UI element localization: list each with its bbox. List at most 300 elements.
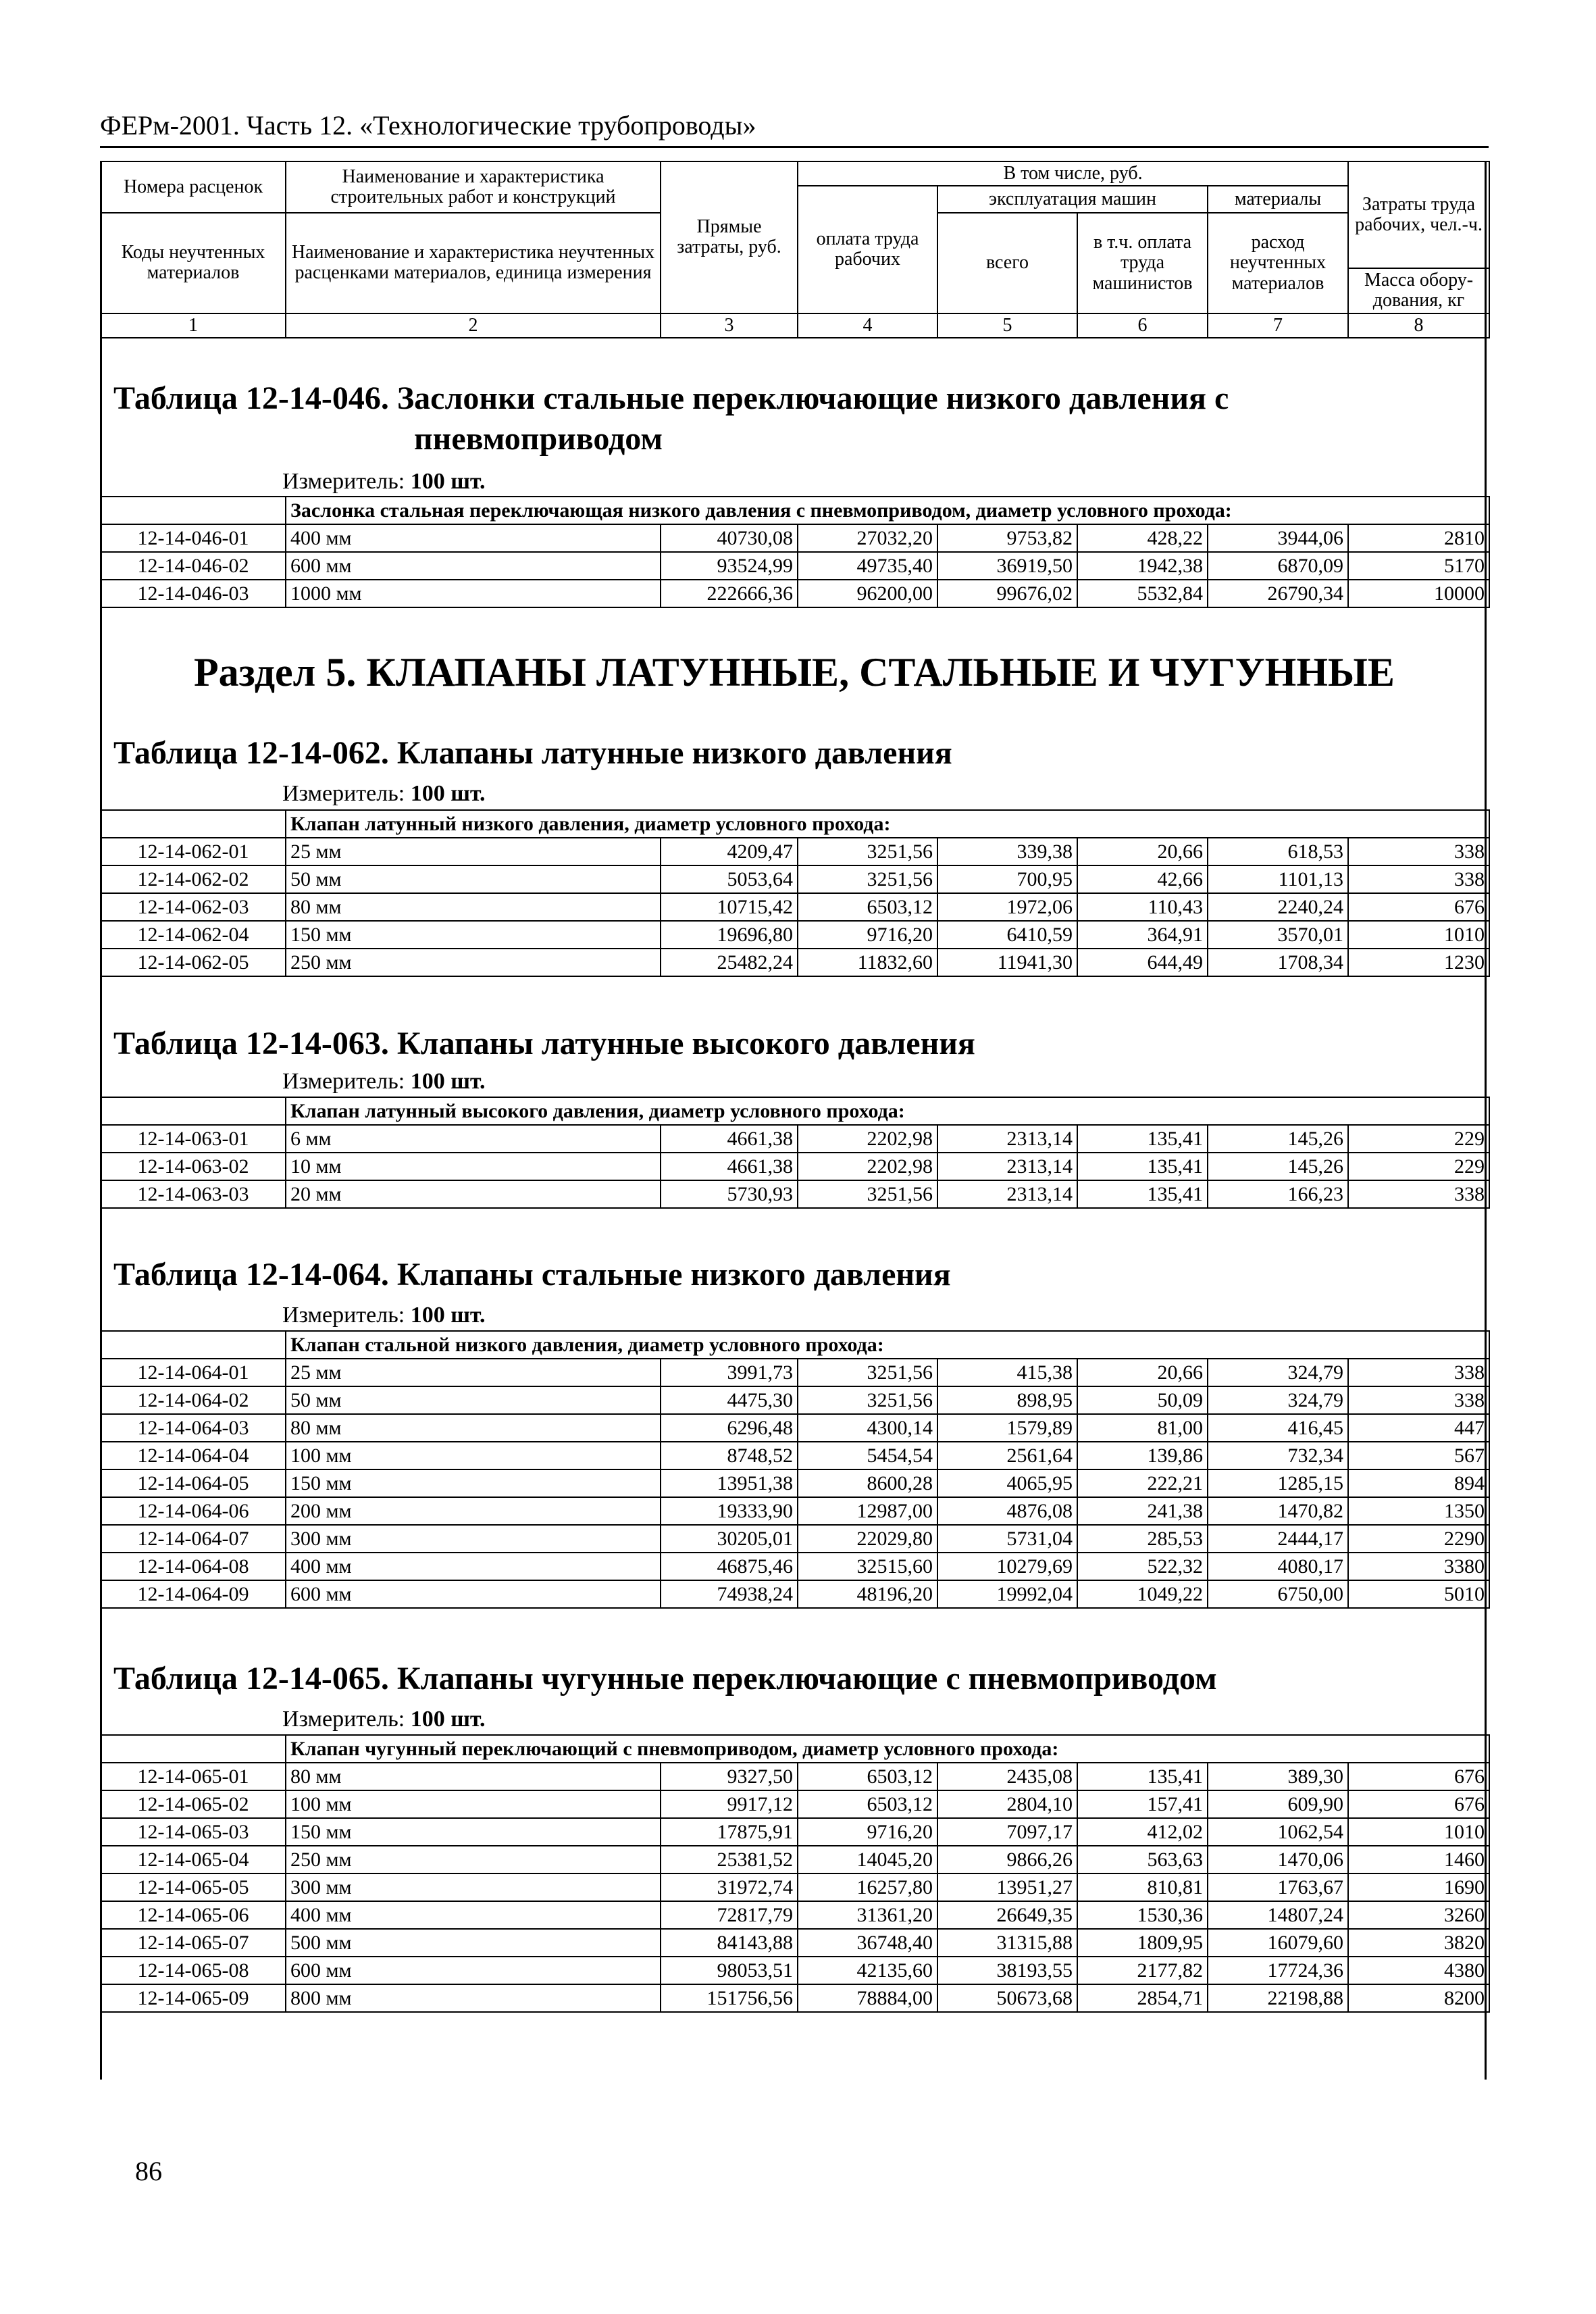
name-cell: 400 мм — [286, 1901, 661, 1929]
machines-cell: 36919,50 — [937, 552, 1077, 580]
direct-cost-cell: 40730,08 — [661, 524, 798, 552]
machines-cell: 13951,27 — [937, 1873, 1077, 1901]
column-header-table — [100, 161, 1490, 338]
labor-pay-cell: 6503,12 — [798, 1763, 937, 1790]
direct-cost-cell: 3991,73 — [661, 1359, 798, 1386]
header-material-names: Наименование и характеристика неучтенных расценками материалов, единица измерения — [286, 213, 661, 313]
labor-pay-cell: 27032,20 — [798, 524, 937, 552]
materials-cell: 17724,36 — [1208, 1957, 1348, 1984]
labor-pay-cell: 31361,20 — [798, 1901, 937, 1929]
machinists-pay-cell: 364,91 — [1077, 921, 1208, 949]
code-cell: 12-14-065-03 — [101, 1818, 286, 1846]
name-cell: 25 мм — [286, 1359, 661, 1386]
labor-hours-cell: 338 — [1348, 1180, 1489, 1208]
labor-hours-cell: 338 — [1348, 838, 1489, 865]
name-cell: 100 мм — [286, 1790, 661, 1818]
table-row — [101, 865, 1489, 893]
direct-cost-cell: 72817,79 — [661, 1901, 798, 1929]
machinists-pay-cell: 157,41 — [1077, 1790, 1208, 1818]
labor-pay-cell: 16257,80 — [798, 1873, 937, 1901]
column-number: 5 — [937, 313, 1077, 338]
column-number: 4 — [798, 313, 937, 338]
table-row — [101, 1957, 1489, 1984]
code-cell: 12-14-064-09 — [101, 1580, 286, 1608]
materials-cell: 3570,01 — [1208, 921, 1348, 949]
labor-pay-cell: 9716,20 — [798, 1818, 937, 1846]
code-cell: 12-14-046-01 — [101, 524, 286, 552]
direct-cost-cell: 4661,38 — [661, 1153, 798, 1180]
machinists-pay-cell: 139,86 — [1077, 1442, 1208, 1469]
labor-hours-cell: 5010 — [1348, 1580, 1489, 1608]
code-cell: 12-14-064-02 — [101, 1386, 286, 1414]
materials-cell: 324,79 — [1208, 1359, 1348, 1386]
name-cell: 80 мм — [286, 1414, 661, 1442]
machinists-pay-cell: 810,81 — [1077, 1873, 1208, 1901]
materials-cell: 1062,54 — [1208, 1818, 1348, 1846]
name-cell: 80 мм — [286, 893, 661, 921]
header-machines: эксплуатация машин — [937, 186, 1208, 213]
name-cell: 400 мм — [286, 1553, 661, 1580]
machines-cell: 2313,14 — [937, 1180, 1077, 1208]
group-row — [101, 810, 1489, 838]
name-cell: 1000 мм — [286, 580, 661, 607]
code-cell: 12-14-062-01 — [101, 838, 286, 865]
code-cell: 12-14-065-09 — [101, 1984, 286, 2012]
machines-cell: 4065,95 — [937, 1469, 1077, 1497]
table-row — [101, 1414, 1489, 1442]
materials-cell: 166,23 — [1208, 1180, 1348, 1208]
labor-pay-cell: 2202,98 — [798, 1153, 937, 1180]
measure-unit: Измеритель: 100 шт. — [282, 1069, 486, 1094]
group-label: Клапан латунный низкого давления, диаметр условного прохода: — [286, 810, 1489, 838]
machines-cell: 9753,82 — [937, 524, 1077, 552]
materials-cell: 1101,13 — [1208, 865, 1348, 893]
labor-pay-cell: 78884,00 — [798, 1984, 937, 2012]
labor-hours-cell: 3260 — [1348, 1901, 1489, 1929]
machinists-pay-cell: 222,21 — [1077, 1469, 1208, 1497]
machines-cell: 5731,04 — [937, 1525, 1077, 1553]
machinists-pay-cell: 428,22 — [1077, 524, 1208, 552]
code-cell: 12-14-062-02 — [101, 865, 286, 893]
materials-cell: 145,26 — [1208, 1125, 1348, 1153]
machines-cell: 700,95 — [937, 865, 1077, 893]
column-number: 8 — [1348, 313, 1489, 338]
machines-cell: 2804,10 — [937, 1790, 1077, 1818]
code-cell: 12-14-062-03 — [101, 893, 286, 921]
table-row — [101, 949, 1489, 976]
direct-cost-cell: 25381,52 — [661, 1846, 798, 1873]
machines-cell: 19992,04 — [937, 1580, 1077, 1608]
code-cell: 12-14-063-02 — [101, 1153, 286, 1180]
machinists-pay-cell: 563,63 — [1077, 1846, 1208, 1873]
group-row — [101, 497, 1489, 524]
table-row — [101, 1580, 1489, 1608]
table-row — [101, 1553, 1489, 1580]
machinists-pay-cell: 241,38 — [1077, 1497, 1208, 1525]
code-cell: 12-14-064-07 — [101, 1525, 286, 1553]
materials-cell: 1470,06 — [1208, 1846, 1348, 1873]
direct-cost-cell: 98053,51 — [661, 1957, 798, 1984]
code-cell: 12-14-065-02 — [101, 1790, 286, 1818]
code-cell: 12-14-064-08 — [101, 1553, 286, 1580]
machinists-pay-cell: 135,41 — [1077, 1180, 1208, 1208]
direct-cost-cell: 151756,56 — [661, 1984, 798, 2012]
name-cell: 100 мм — [286, 1442, 661, 1469]
table-title: Таблица 12-14-063. Клапаны латунные высокого давления — [113, 1026, 975, 1061]
labor-hours-cell: 1230 — [1348, 949, 1489, 976]
group-label: Заслонка стальная переключающая низкого давления с пневмоприводом, диаметр условного прохода: — [286, 497, 1489, 524]
labor-pay-cell: 4300,14 — [798, 1414, 937, 1442]
table-row — [101, 1386, 1489, 1414]
table-row — [101, 580, 1489, 607]
materials-cell: 145,26 — [1208, 1153, 1348, 1180]
table-row — [101, 893, 1489, 921]
name-cell: 600 мм — [286, 552, 661, 580]
table-row — [101, 1153, 1489, 1180]
labor-hours-cell: 10000 — [1348, 580, 1489, 607]
name-cell: 600 мм — [286, 1957, 661, 1984]
code-cell: 12-14-064-03 — [101, 1414, 286, 1442]
machines-cell: 1579,89 — [937, 1414, 1077, 1442]
direct-cost-cell: 13951,38 — [661, 1469, 798, 1497]
code-cell: 12-14-062-04 — [101, 921, 286, 949]
labor-pay-cell: 22029,80 — [798, 1525, 937, 1553]
machines-cell: 7097,17 — [937, 1818, 1077, 1846]
direct-cost-cell: 30205,01 — [661, 1525, 798, 1553]
table-row — [101, 1763, 1489, 1790]
machines-cell: 2313,14 — [937, 1125, 1077, 1153]
code-cell: 12-14-046-03 — [101, 580, 286, 607]
header-column-numbers — [101, 313, 1489, 338]
table-row — [101, 1180, 1489, 1208]
direct-cost-cell: 6296,48 — [661, 1414, 798, 1442]
name-cell: 50 мм — [286, 865, 661, 893]
direct-cost-cell: 222666,36 — [661, 580, 798, 607]
machines-cell: 6410,59 — [937, 921, 1077, 949]
page-number: 86 — [135, 2156, 162, 2186]
table-row — [101, 1359, 1489, 1386]
table-row — [101, 1469, 1489, 1497]
machines-cell: 415,38 — [937, 1359, 1077, 1386]
labor-pay-cell: 3251,56 — [798, 865, 937, 893]
machinists-pay-cell: 81,00 — [1077, 1414, 1208, 1442]
machines-cell: 9866,26 — [937, 1846, 1077, 1873]
labor-hours-cell: 1010 — [1348, 921, 1489, 949]
name-cell: 150 мм — [286, 1469, 661, 1497]
group-code-cell — [101, 810, 286, 838]
labor-pay-cell: 32515,60 — [798, 1553, 937, 1580]
labor-pay-cell: 8600,28 — [798, 1469, 937, 1497]
code-cell: 12-14-065-01 — [101, 1763, 286, 1790]
machines-cell: 31315,88 — [937, 1929, 1077, 1957]
header-material-codes: Коды неучтенных материалов — [101, 213, 286, 313]
group-code-cell — [101, 1735, 286, 1763]
labor-hours-cell: 1460 — [1348, 1846, 1489, 1873]
direct-cost-cell: 9327,50 — [661, 1763, 798, 1790]
name-cell: 150 мм — [286, 921, 661, 949]
code-cell: 12-14-064-04 — [101, 1442, 286, 1469]
group-code-cell — [101, 497, 286, 524]
direct-cost-cell: 8748,52 — [661, 1442, 798, 1469]
table-row — [101, 1125, 1489, 1153]
code-cell: 12-14-064-06 — [101, 1497, 286, 1525]
machinists-pay-cell: 522,32 — [1077, 1553, 1208, 1580]
table-row — [101, 921, 1489, 949]
table-title: Таблица 12-14-062. Клапаны латунные низкого давления — [113, 735, 952, 771]
labor-pay-cell: 12987,00 — [798, 1497, 937, 1525]
labor-hours-cell: 676 — [1348, 893, 1489, 921]
labor-pay-cell: 3251,56 — [798, 1359, 937, 1386]
labor-hours-cell: 3380 — [1348, 1553, 1489, 1580]
group-code-cell — [101, 1331, 286, 1359]
direct-cost-cell: 4209,47 — [661, 838, 798, 865]
materials-cell: 618,53 — [1208, 838, 1348, 865]
labor-pay-cell: 2202,98 — [798, 1125, 937, 1153]
labor-pay-cell: 14045,20 — [798, 1846, 937, 1873]
labor-pay-cell: 3251,56 — [798, 1386, 937, 1414]
name-cell: 300 мм — [286, 1525, 661, 1553]
machines-cell: 2313,14 — [937, 1153, 1077, 1180]
name-cell: 20 мм — [286, 1180, 661, 1208]
materials-cell: 6750,00 — [1208, 1580, 1348, 1608]
code-cell: 12-14-063-01 — [101, 1125, 286, 1153]
materials-cell: 2240,24 — [1208, 893, 1348, 921]
direct-cost-cell: 84143,88 — [661, 1929, 798, 1957]
labor-hours-cell: 5170 — [1348, 552, 1489, 580]
direct-cost-cell: 5053,64 — [661, 865, 798, 893]
group-row — [101, 1331, 1489, 1359]
direct-cost-cell: 17875,91 — [661, 1818, 798, 1846]
materials-cell: 26790,34 — [1208, 580, 1348, 607]
materials-cell: 389,30 — [1208, 1763, 1348, 1790]
machinists-pay-cell: 110,43 — [1077, 893, 1208, 921]
machinists-pay-cell: 285,53 — [1077, 1525, 1208, 1553]
materials-cell: 1763,67 — [1208, 1873, 1348, 1901]
name-cell: 50 мм — [286, 1386, 661, 1414]
code-cell: 12-14-065-05 — [101, 1873, 286, 1901]
header-names: Наименование и характеристика строительных работ и конструкций — [286, 161, 661, 213]
direct-cost-cell: 46875,46 — [661, 1553, 798, 1580]
materials-cell: 1470,82 — [1208, 1497, 1348, 1525]
machines-cell: 10279,69 — [937, 1553, 1077, 1580]
table-row — [101, 1525, 1489, 1553]
materials-cell: 16079,60 — [1208, 1929, 1348, 1957]
machinists-pay-cell: 2177,82 — [1077, 1957, 1208, 1984]
labor-pay-cell: 11832,60 — [798, 949, 937, 976]
labor-pay-cell: 6503,12 — [798, 1790, 937, 1818]
table-row — [101, 552, 1489, 580]
materials-cell: 1285,15 — [1208, 1469, 1348, 1497]
direct-cost-cell: 31972,74 — [661, 1873, 798, 1901]
materials-cell: 14807,24 — [1208, 1901, 1348, 1929]
group-row — [101, 1735, 1489, 1763]
direct-cost-cell: 25482,24 — [661, 949, 798, 976]
labor-hours-cell: 338 — [1348, 1359, 1489, 1386]
labor-hours-cell: 229 — [1348, 1125, 1489, 1153]
labor-hours-cell: 447 — [1348, 1414, 1489, 1442]
header-including: В том числе, руб. — [798, 161, 1348, 186]
labor-pay-cell: 5454,54 — [798, 1442, 937, 1469]
materials-cell: 416,45 — [1208, 1414, 1348, 1442]
machinists-pay-cell: 1530,36 — [1077, 1901, 1208, 1929]
measure-unit: Измеритель: 100 шт. — [282, 781, 486, 806]
table-row — [101, 1901, 1489, 1929]
machinists-pay-cell: 135,41 — [1077, 1125, 1208, 1153]
code-cell: 12-14-046-02 — [101, 552, 286, 580]
materials-cell: 324,79 — [1208, 1386, 1348, 1414]
measure-unit: Измеритель: 100 шт. — [282, 1707, 486, 1732]
group-code-cell — [101, 1097, 286, 1125]
machines-cell: 2561,64 — [937, 1442, 1077, 1469]
materials-cell: 609,90 — [1208, 1790, 1348, 1818]
machinists-pay-cell: 1942,38 — [1077, 552, 1208, 580]
machinists-pay-cell: 20,66 — [1077, 838, 1208, 865]
direct-cost-cell: 19696,80 — [661, 921, 798, 949]
machines-cell: 26649,35 — [937, 1901, 1077, 1929]
materials-cell: 3944,06 — [1208, 524, 1348, 552]
labor-pay-cell: 96200,00 — [798, 580, 937, 607]
table-row — [101, 1984, 1489, 2012]
materials-cell: 6870,09 — [1208, 552, 1348, 580]
machines-cell: 50673,68 — [937, 1984, 1077, 2012]
labor-hours-cell: 2290 — [1348, 1525, 1489, 1553]
direct-cost-cell: 93524,99 — [661, 552, 798, 580]
data-table — [100, 496, 1490, 608]
code-cell: 12-14-065-08 — [101, 1957, 286, 1984]
machinists-pay-cell: 20,66 — [1077, 1359, 1208, 1386]
group-row — [101, 1097, 1489, 1125]
materials-cell: 22198,88 — [1208, 1984, 1348, 2012]
direct-cost-cell: 4475,30 — [661, 1386, 798, 1414]
table-row — [101, 1818, 1489, 1846]
column-number: 3 — [661, 313, 798, 338]
table-row — [101, 1790, 1489, 1818]
direct-cost-cell: 19333,90 — [661, 1497, 798, 1525]
header-codes: Номера расценок — [101, 161, 286, 213]
data-table — [100, 1330, 1490, 1609]
labor-hours-cell: 1350 — [1348, 1497, 1489, 1525]
labor-pay-cell: 49735,40 — [798, 552, 937, 580]
machines-cell: 339,38 — [937, 838, 1077, 865]
header-materials: материалы — [1208, 186, 1348, 213]
machines-cell: 38193,55 — [937, 1957, 1077, 1984]
labor-hours-cell: 676 — [1348, 1790, 1489, 1818]
code-cell: 12-14-065-04 — [101, 1846, 286, 1873]
labor-pay-cell: 9716,20 — [798, 921, 937, 949]
name-cell: 400 мм — [286, 524, 661, 552]
machinists-pay-cell: 1049,22 — [1077, 1580, 1208, 1608]
group-label: Клапан чугунный переключающий с пневмоприводом, диаметр условного прохода: — [286, 1735, 1489, 1763]
labor-hours-cell: 8200 — [1348, 1984, 1489, 2012]
labor-hours-cell: 4380 — [1348, 1957, 1489, 1984]
table-title: Таблица 12-14-046. Заслонки стальные переключающие низкого давления с пневмоприводом — [113, 380, 1229, 457]
materials-cell: 1708,34 — [1208, 949, 1348, 976]
header-labor-cost: Затраты труда рабочих, чел.-ч. — [1348, 161, 1489, 268]
code-cell: 12-14-063-03 — [101, 1180, 286, 1208]
labor-pay-cell: 3251,56 — [798, 838, 937, 865]
labor-hours-cell: 894 — [1348, 1469, 1489, 1497]
table-row — [101, 1846, 1489, 1873]
labor-hours-cell: 1690 — [1348, 1873, 1489, 1901]
machinists-pay-cell: 135,41 — [1077, 1763, 1208, 1790]
name-cell: 6 мм — [286, 1125, 661, 1153]
machines-cell: 11941,30 — [937, 949, 1077, 976]
table-title: Таблица 12-14-064. Клапаны стальные низкого давления — [113, 1257, 951, 1292]
direct-cost-cell: 5730,93 — [661, 1180, 798, 1208]
group-label: Клапан латунный высокого давления, диаметр условного прохода: — [286, 1097, 1489, 1125]
name-cell: 200 мм — [286, 1497, 661, 1525]
labor-hours-cell: 1010 — [1348, 1818, 1489, 1846]
labor-hours-cell: 2810 — [1348, 524, 1489, 552]
machines-cell: 2435,08 — [937, 1763, 1077, 1790]
machinists-pay-cell: 412,02 — [1077, 1818, 1208, 1846]
column-number: 7 — [1208, 313, 1348, 338]
labor-pay-cell: 6503,12 — [798, 893, 937, 921]
header-labor-pay: оплата труда рабочих — [798, 186, 937, 313]
labor-hours-cell: 676 — [1348, 1763, 1489, 1790]
code-cell: 12-14-064-05 — [101, 1469, 286, 1497]
code-cell: 12-14-062-05 — [101, 949, 286, 976]
data-table — [100, 1097, 1490, 1209]
name-cell: 150 мм — [286, 1818, 661, 1846]
labor-pay-cell: 3251,56 — [798, 1180, 937, 1208]
name-cell: 80 мм — [286, 1763, 661, 1790]
header-machines-total: всего — [937, 213, 1077, 313]
section-title: Раздел 5. КЛАПАНЫ ЛАТУННЫЕ, СТАЛЬНЫЕ И ЧУГУННЫЕ — [194, 650, 1395, 695]
table-row — [101, 838, 1489, 865]
materials-cell: 2444,17 — [1208, 1525, 1348, 1553]
header-equipment-mass: Масса обору-дования, кг — [1348, 268, 1489, 313]
column-number: 2 — [286, 313, 661, 338]
data-table — [100, 1734, 1490, 2013]
name-cell: 25 мм — [286, 838, 661, 865]
machinists-pay-cell: 135,41 — [1077, 1153, 1208, 1180]
measure-unit: Измеритель: 100 шт. — [282, 1303, 486, 1328]
labor-pay-cell: 48196,20 — [798, 1580, 937, 1608]
labor-hours-cell: 338 — [1348, 1386, 1489, 1414]
machines-cell: 4876,08 — [937, 1497, 1077, 1525]
labor-hours-cell: 3820 — [1348, 1929, 1489, 1957]
name-cell: 500 мм — [286, 1929, 661, 1957]
column-number: 6 — [1077, 313, 1208, 338]
code-cell: 12-14-065-07 — [101, 1929, 286, 1957]
machines-cell: 99676,02 — [937, 580, 1077, 607]
materials-cell: 4080,17 — [1208, 1553, 1348, 1580]
table-row — [101, 1873, 1489, 1901]
code-cell: 12-14-065-06 — [101, 1901, 286, 1929]
direct-cost-cell: 10715,42 — [661, 893, 798, 921]
labor-hours-cell: 567 — [1348, 1442, 1489, 1469]
name-cell: 10 мм — [286, 1153, 661, 1180]
labor-hours-cell: 338 — [1348, 865, 1489, 893]
labor-pay-cell: 42135,60 — [798, 1957, 937, 1984]
table-row — [101, 1497, 1489, 1525]
header-rule — [100, 146, 1489, 148]
machines-cell: 898,95 — [937, 1386, 1077, 1414]
table-row — [101, 524, 1489, 552]
column-number: 1 — [101, 313, 286, 338]
name-cell: 300 мм — [286, 1873, 661, 1901]
page-header: ФЕРм-2001. Часть 12. «Технологические трубопроводы» — [100, 110, 756, 141]
name-cell: 800 мм — [286, 1984, 661, 2012]
table-row — [101, 1442, 1489, 1469]
machinists-pay-cell: 2854,71 — [1077, 1984, 1208, 2012]
header-direct-costs: Прямые затраты, руб. — [661, 161, 798, 313]
data-table — [100, 809, 1490, 977]
direct-cost-cell: 9917,12 — [661, 1790, 798, 1818]
name-cell: 600 мм — [286, 1580, 661, 1608]
machines-cell: 1972,06 — [937, 893, 1077, 921]
